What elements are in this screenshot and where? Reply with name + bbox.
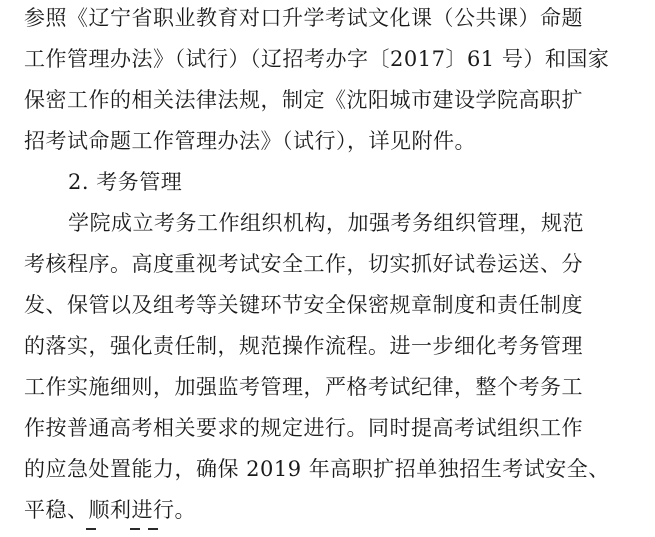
paragraph-2-line-2: 考核程序。高度重视考试安全工作，切实抓好试卷运送、分 [24,252,583,276]
paragraph-1-line-1: 参照《辽宁省职业教育对口升学考试文化课（公共课）命题 [24,6,583,30]
paragraph-2-line-3: 发、保管以及组考等关键环节安全保密规章制度和责任制度 [24,293,583,317]
paragraph-1-line-2: 工作管理办法》（试行）（辽招考办字〔2017〕61 号）和国家 [24,47,610,71]
paragraph-2-line-7: 的应急处置能力，确保 2019 年高职扩招单独招生考试安全、 [24,457,610,481]
paragraph-1-line-3: 保密工作的相关法律法规，制定《沈阳城市建设学院高职扩 [24,88,583,112]
paragraph-1-line-4: 招考试命题工作管理办法》（试行），详见附件。 [24,129,476,153]
paragraph-2-line-8: 平稳、顺利进行。 [24,498,196,522]
paragraph-2-line-4: 的落实，强化责任制，规范操作流程。进一步细化考务管理 [24,334,583,358]
paragraph-2-line-6: 作按普通高考相关要求的规定进行。同时提高考试组织工作 [24,416,583,440]
section-heading: 2. 考务管理 [68,170,183,194]
paragraph-2-line-5: 工作实施细则，加强监考管理，严格考试纪律，整个考务工 [24,375,583,399]
paragraph-2-line-1: 学院成立考务工作组织机构，加强考务组织管理，规范 [68,211,584,235]
cut-off-next-line-fragment [24,528,184,537]
